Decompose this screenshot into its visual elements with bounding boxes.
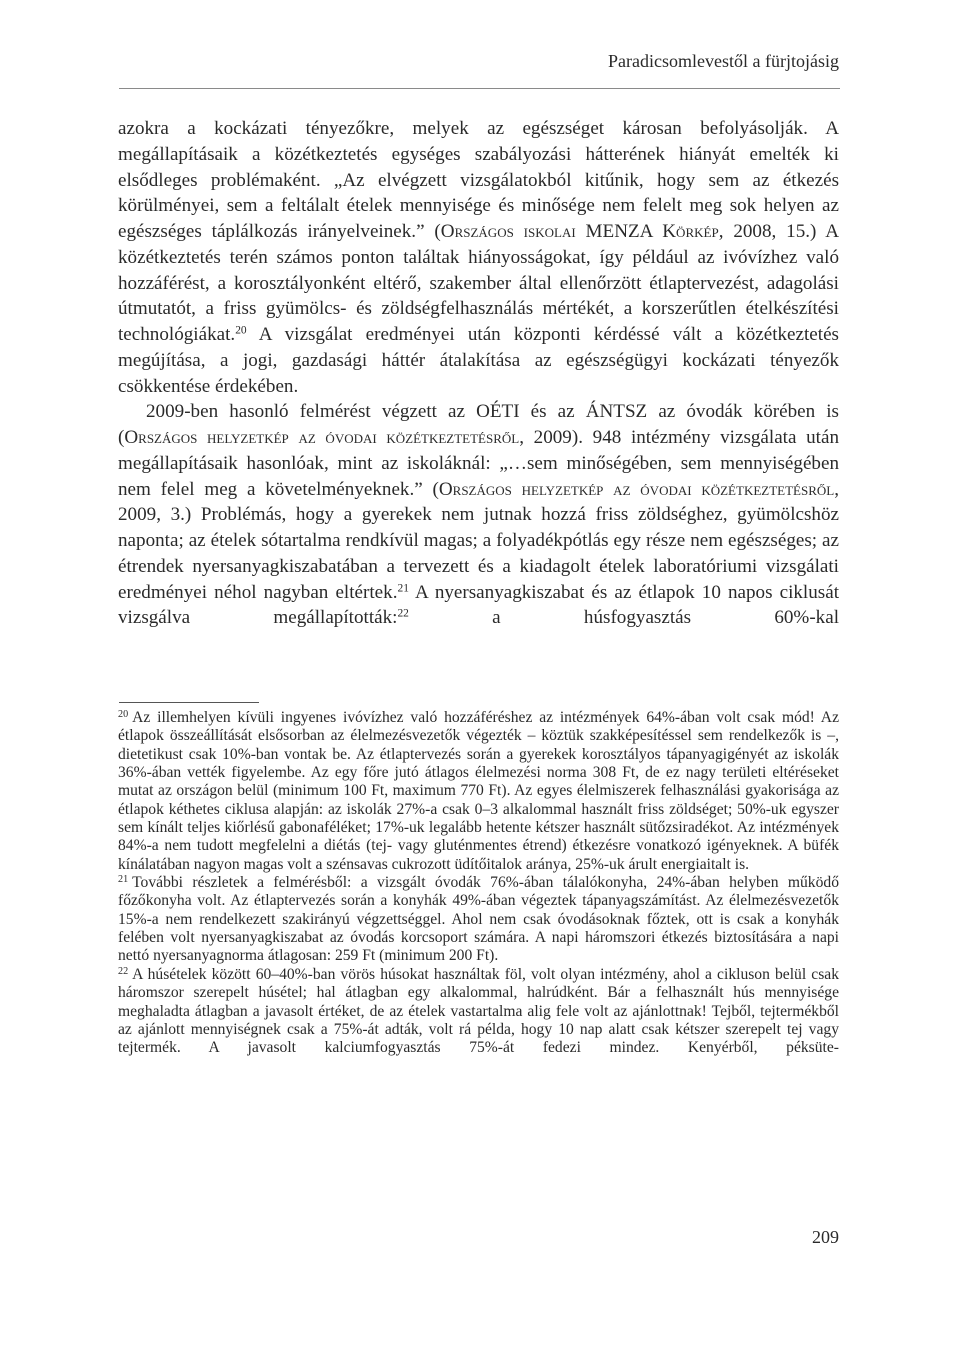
paragraph-2-text-b: , 2009). 948 intézmény vizsgálata után megállapításaik hasonlóak, mint az iskoláknál: „…sem minőségében, sem mennyiségében nem felel meg a követelményeknek.” ( <box>118 427 839 500</box>
citation-title: Országos helyzetkép az óvodai közétkeztetésről <box>124 427 520 448</box>
footnote-ref-21: 21 <box>397 582 409 595</box>
footnote-text: További részletek a felmérésből: a vizsgált óvodák 76%-ában tálalókonyha, 24%-ában helyben működő főzőkonyha volt. Az étlaptervezés során a konyhák 49%-ában végeztek tápanyagszámítást. Az élelmezésvezetők 15%-a nem rendelkezett szakirányú végzettséggel. Ahol nem csak óvodásoknak főztek, ott is csak a konyhák felében volt nyersanyagkiszabat az óvodás korcsoport számára. A napi háromszori étkezés biztosítására a napi nettó nyersanyagnorma átlagosan: 259 Ft (minimum 200 Ft). <box>118 874 839 965</box>
citation-title-cont: Körkép <box>662 221 719 242</box>
citation-title: Országos iskolai <box>440 221 576 242</box>
citation-title: Országos helyzetkép az óvodai közétkeztetésről <box>438 478 835 500</box>
footnote-number: 21 <box>118 874 129 886</box>
footnote-number: 22 <box>118 965 129 977</box>
running-header: Paradicsomlevestől a fürjtojásig <box>608 51 839 71</box>
paragraph-1-text-d: A vizsgálat eredményei után központi kérdéssé vált a közétkeztetés megújítása, a jogi, gazdasági háttér átalakítása az egészségügyi kockázati tényezők csökkentése érdekében. <box>118 324 839 397</box>
paragraph-1-text-b: MENZA <box>575 221 663 242</box>
footnote-20 <box>118 709 839 874</box>
footnote-ref-20: 20 <box>235 324 247 337</box>
footnote-22 <box>118 966 839 1058</box>
footnote-text: A húsételek között 60–40%-ban vörös húsokat használtak föl, volt olyan intézmény, ahol a cikluson belül csak háromszor szerepelt húsétel; hal átlagban egy alkalommal, halrúdként. Bár a felhasznált hús mennyisége meghaladta átlagban a javasolt értéket, de az ételek vastartalma alig fele volt az ajánlottnak! Tejből, tejtermékből az ajánlott mennyiségnek csak a 75%-át adták, volt rá példa, hogy 10 nap alatt csak kétszer szerepelt tej vagy tejtermék. A javasolt kalciumfogyasztás 75%-át fedezi mindez. Kenyérből, péksüte- <box>118 965 839 1057</box>
footnote-ref-22: 22 <box>397 607 409 620</box>
paragraph-2 <box>118 399 839 631</box>
footnote-21 <box>118 874 839 966</box>
footnote-number: 20 <box>118 708 129 720</box>
footnotes <box>118 709 839 1058</box>
main-text <box>118 116 839 631</box>
paragraph-2-text-c: , 2009, 3.) Problémás, hogy a gyerekek nem jutnak hozzá friss zöldséghez, gyümölcshöz naponta; az ételek sótartalma rendkívül magas; a folyadékpótlás egy része nem egészséges; az étrendek nyersanyagkiszabatában a tervezett és a kiadagolt ételek laboratóriumi vizsgálati eredményei néhol nagyban eltértek. <box>118 478 839 603</box>
paragraph-1 <box>118 116 839 399</box>
paragraph-1-text-c: , 2008, 15.) A közétkeztetés terén számos ponton találtak hiányosságokat, így például az ivóvízhez való hozzáférést, a korosztályonként eltérő, szakember által ellenőrzött étlaptervezést, adagolási útmutatót, a friss gyümölcs- és zöldségfelhasználás mértékét, a korszerűtlen ételkészítési technológiákat. <box>118 221 840 345</box>
paragraph-1-text-a: azokra a kockázati tényezőkre, melyek az egészséget károsan befolyásolják. A megállapításaik a közétkeztetés egységes szabályozási hátterének hiányát emelték ki elsődleges problémaként. „Az elvégzett vizsgálatokból kitűnik, hogy sem az étkezés körülményei, sem a feltálalt ételek mennyisége és minősége nem felelt meg sok helyen az egészséges táplálkozás irányelveinek.” ( <box>118 118 839 242</box>
page-number: 209 <box>812 1227 839 1247</box>
header-rule <box>119 88 840 89</box>
paragraph-2-text-a: 2009-ben hasonló felmérést végzett az OÉTI és az ÁNTSZ az óvodák körében is ( <box>118 401 839 448</box>
paragraph-2-text-d: A nyersanyagkiszabat és az étlapok 10 napos ciklusát vizsgálva megállapították: <box>118 581 839 629</box>
footnote-text: Az illemhelyen kívüli ingyenes ivóvízhez való hozzáféréshez az intézmények 64%-ában volt csak mód! Az étlapok összeállítását elsősorban az élelmezésvezetők végezték – köztük szakképesítéssel sem rendelkezők is –, dietetikust csak 10%-ban vontak be. Az étlaptervezés során a gyerekek korosztályos tápanyagigényét az iskolák 36%-ában vették figyelembe. Az egy főre jutó átlagos élelmezési norma 308 Ft, de ez nagy területi eltéréseket mutat az országon belül (minimum 100 Ft, maximum 770 Ft). Az egyes élelmiszerek felhasználási gyakorisága az étlapok kéthetes ciklusa alapján: az iskolák 27%-a csak 0–3 alkalommal használt friss zöldséget; 50%-uk egyszer sem kínált teljes kiőrlésű gabonaféléket; 17%-uk legalább hetente kétszer használt sütőzsiradékot. Az intézmények 84%-a nem tudott megfelelni a diétás (tej- vagy gluténmentes étrend) étkezésre vonatkozó igényeknek. A büfék kínálatában nagyon magas volt a szénsavas cukrozott üdítőitalok aránya, 25%-uk árult energiaitalt is. <box>118 709 839 873</box>
footnote-separator <box>119 702 259 703</box>
paragraph-2-text-e: a húsfogyasztás 60%-kal <box>408 607 839 629</box>
